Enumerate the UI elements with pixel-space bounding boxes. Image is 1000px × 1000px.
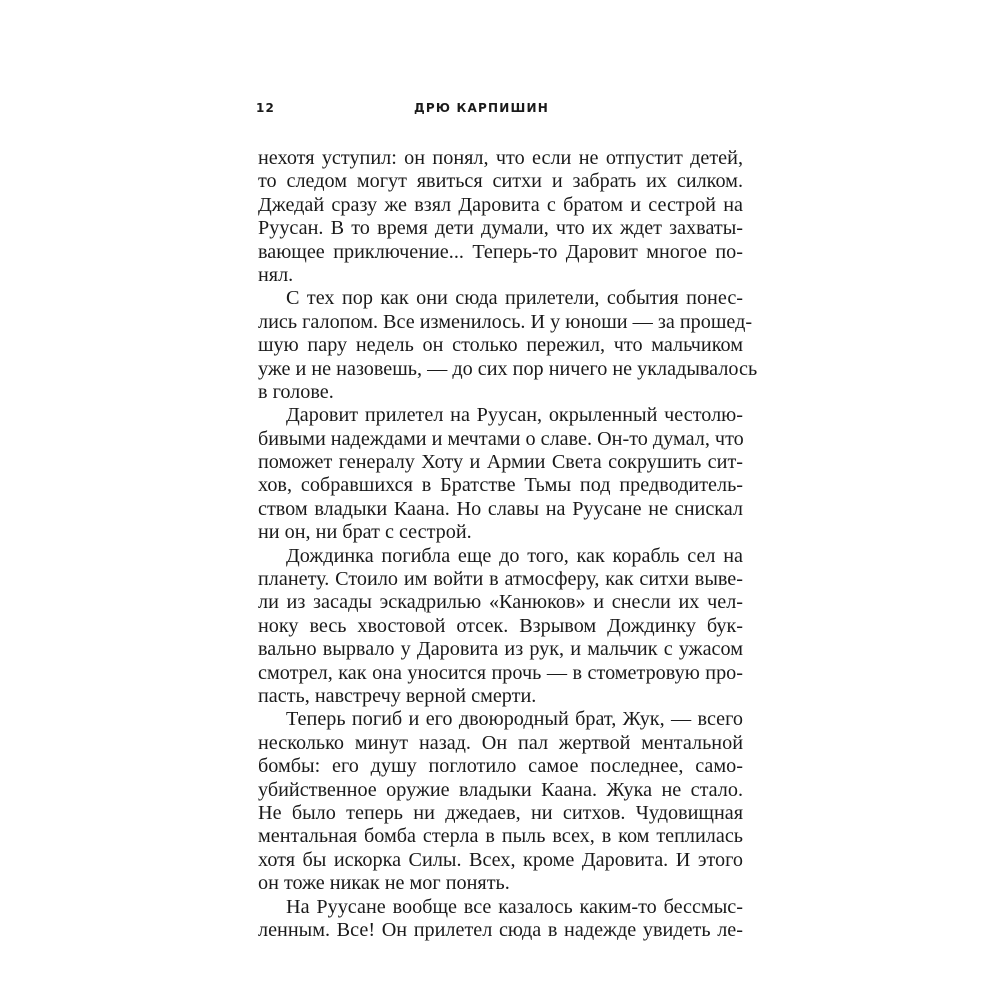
text-line: ноку весь хвостовой отсек. Взрывом Дождинку бук- <box>258 614 743 637</box>
text-line: бомбы: его душу поглотило самое последнее, само- <box>258 755 743 778</box>
text-line: то следом могут явиться ситхи и забрать их силком. <box>258 170 743 193</box>
text-line: нял. <box>258 263 294 286</box>
paragraph <box>258 404 743 544</box>
page-header <box>256 101 745 121</box>
page-number: 12 <box>256 101 276 115</box>
paragraph <box>258 287 758 404</box>
text-line: Даровит прилетел на Руусан, окрыленный честолю- <box>286 404 743 427</box>
paragraph <box>258 708 743 895</box>
text-line: нехотя уступил: он понял, что если не отпустит детей, <box>258 147 743 169</box>
text-line: С тех пор как они сюда прилетели, события понес- <box>286 287 743 310</box>
running-head: ДРЮ КАРПИШИН <box>414 101 550 115</box>
text-line: Джедай сразу же взял Даровита с братом и сестрой на <box>258 193 743 216</box>
text-line: смотрел, как она уносится прочь — в стометровую про- <box>258 661 743 684</box>
text-line: уже и не назовешь, — до сих пор ничего не укладывалось <box>258 357 758 380</box>
text-line: ством владыки Каана. Но славы на Руусане не снискал <box>258 497 743 520</box>
text-line: вающее приключение... Теперь-то Даровит многое по- <box>258 240 743 263</box>
paragraph <box>258 147 743 287</box>
text-line: планету. Стоило им войти в атмосферу, как ситхи выве- <box>258 568 743 591</box>
text-line: Теперь погиб и его двоюродный брат, Жук, — всего <box>286 708 743 731</box>
text-line: На Руусане вообще все казалось каким-то бессмыс- <box>286 895 743 918</box>
text-line: шую пару недель он столько пережил, что мальчиком <box>258 334 743 357</box>
text-line: убийственное оружие владыки Каана. Жука не стало. <box>258 778 743 801</box>
body-text <box>258 147 758 942</box>
text-line: в голове. <box>258 380 334 403</box>
text-line: Руусан. В то время дети думали, что их ждет захваты- <box>258 217 743 240</box>
text-line: вально вырвало у Даровита из рук, и мальчик с ужасом <box>258 638 743 661</box>
text-line: ментальная бомба стерла в пыль всех, в ком теплилась <box>258 825 743 848</box>
paragraph <box>258 896 743 943</box>
text-line: поможет генералу Хоту и Армии Света сокрушить сит- <box>258 451 743 474</box>
text-line: Дождинка погибла еще до того, как корабль сел на <box>286 544 743 567</box>
text-line: он тоже никак не мог понять. <box>258 872 510 895</box>
text-line: пасть, навстречу верной смерти. <box>258 684 537 707</box>
text-line: хотя бы искорка Силы. Всех, кроме Даровита. И этого <box>258 848 743 871</box>
paragraph <box>258 545 743 709</box>
text-line: хов, собравшихся в Братстве Тьмы под предводитель- <box>258 474 743 497</box>
text-line: ленным. Все! Он прилетел сюда в надежде увидеть ле- <box>258 918 743 941</box>
text-line: ли из засады эскадрилью «Канюков» и снесли их чел- <box>258 591 743 614</box>
text-line: ни он, ни брат с сестрой. <box>258 521 472 544</box>
text-line: Не было теперь ни джедаев, ни ситхов. Чудовищная <box>258 801 743 824</box>
text-line: лись галопом. Все изменилось. И у юноши — за прошед- <box>258 310 753 333</box>
text-line: несколько минут назад. Он пал жертвой ментальной <box>258 731 743 754</box>
text-line: бивыми надеждами и мечтами о славе. Он-то думал, что <box>258 427 744 450</box>
